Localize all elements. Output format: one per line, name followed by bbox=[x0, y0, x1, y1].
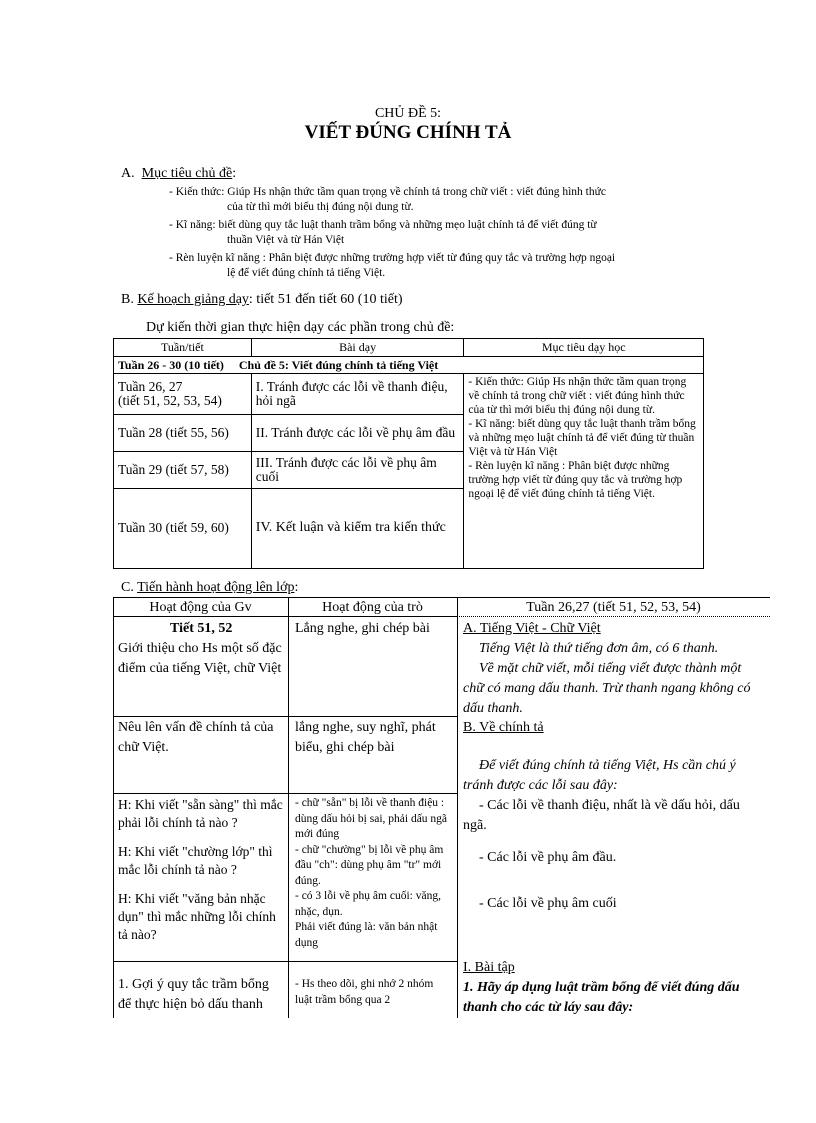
bullet-practice: - Rèn luyện kĩ năng : Phân biệt được những trường hợp viết từ đúng quy tắc và trường hợp ngoại lệ để viết đúng chính tả tiếng Việt. bbox=[169, 252, 616, 279]
activity-row-rule bbox=[113, 793, 457, 794]
activity-left-border bbox=[113, 597, 114, 1018]
plan-table bbox=[113, 338, 704, 569]
tro-row-3: - chữ "sẵn" bị lỗi về thanh điệu : dùng dấu hỏi bị sai, phải dấu ngã mới đúng - chữ "chường" bị lỗi về phụ âm đầu "ch": dùng phụ âm "tr" mới đúng. - có 3 lỗi về phụ âm cuối: văng, nhặc, dụn. Phải viết đúng là: văn bản nhật dụng bbox=[295, 797, 448, 949]
gv-row-4: 1. Gợi ý quy tắc trầm bổng để thực hiện bỏ dấu thanh bbox=[118, 977, 269, 1012]
bullet-knowledge: - Kiến thức: Giúp Hs nhận thức tầm quan trọng về chính tả trong chữ viết : viết đúng hình thức của từ thì mới biểu thị đúng nội dung từ. bbox=[169, 186, 606, 213]
plan-lesson-cell: II. Tránh được các lỗi về phụ âm đầu bbox=[251, 415, 464, 452]
page-title: VIẾT ĐÚNG CHÍNH TẢ bbox=[304, 122, 512, 143]
content-exercises: I. Bài tập 1. Hãy áp dụng luật trầm bổng để viết đúng dấu thanh cho các từ láy sau đây: bbox=[463, 960, 740, 1015]
plan-header-lesson: Bài dạy bbox=[251, 339, 464, 357]
plan-lesson-cell: I. Tránh được các lỗi về thanh điệu, hỏi ngã bbox=[251, 374, 464, 415]
bullet-skill: - Kĩ năng: biết dùng quy tắc luật thanh trầm bổng và những mẹo luật chính tả để viết đúng từ thuần Việt và từ Hán Việt bbox=[169, 219, 597, 246]
plan-lesson-cell: III. Tránh được các lỗi về phụ âm cuối bbox=[251, 452, 464, 489]
section-a-heading: A. Mục tiêu chủ đề: bbox=[121, 166, 237, 181]
content-section-b: B. Về chính tả Để viết đúng chính tả tiếng Việt, Hs cần chú ý tránh được các lỗi sau đây: - Các lỗi về thanh điệu, nhất là về dấu hỏi, dấu ngã. - Các lỗi về phụ âm đầu. - Các lỗi về phụ âm cuối bbox=[463, 720, 740, 911]
plan-intro: Dự kiến thời gian thực hiện dạy các phần trong chủ đề: bbox=[146, 320, 455, 335]
topic-number: CHỦ ĐỀ 5: bbox=[374, 106, 442, 121]
tro-row-1: Lắng nghe, ghi chép bài bbox=[295, 621, 430, 636]
section-b-heading: B. Kế hoạch giảng dạy: tiết 51 đến tiết 60 (10 tiết) bbox=[121, 292, 403, 307]
activity-header-content: Tuần 26,27 (tiết 51, 52, 53, 54) bbox=[526, 600, 701, 615]
activity-row-rule bbox=[113, 961, 457, 962]
plan-week-cell: Tuần 30 (tiết 59, 60) bbox=[114, 489, 252, 569]
tro-row-4: - Hs theo dõi, ghi nhớ 2 nhóm luật trầm bổng qua 2 bbox=[295, 978, 434, 1006]
plan-week-cell: Tuần 26, 27 (tiết 51, 52, 53, 54) bbox=[114, 374, 252, 415]
plan-objectives-cell: - Kiến thức: Giúp Hs nhận thức tầm quan trọng về chính tả trong chữ viết : viết đúng hình thức của từ thì mới biểu thị đúng nội dung từ. - Kĩ năng: biết dùng quy tắc luật thanh trầm bổng và những mẹo luật chính tả để viết đúng từ thuần Việt và từ Hán Việt - Rèn luyện kĩ năng : Phân biệt được những trường hợp viết từ đúng quy tắc và trường hợp ngoại lệ để viết đúng chính tả tiếng Việt. bbox=[464, 374, 704, 569]
section-a-bullets bbox=[169, 185, 729, 281]
section-c-heading: C. Tiến hành hoạt động lên lớp: bbox=[121, 580, 299, 595]
gv-row-2: Nêu lên vấn đề chính tả của chữ Việt. bbox=[118, 720, 274, 755]
activity-header-gv: Hoạt động của Gv bbox=[149, 600, 252, 615]
plan-header-objective: Mục tiêu dạy học bbox=[464, 339, 704, 357]
plan-lesson-cell: IV. Kết luận và kiểm tra kiến thức bbox=[251, 489, 464, 569]
plan-topic-row: Tuần 26 - 30 (10 tiết) Chủ đề 5: Viết đúng chính tả tiếng Việt bbox=[114, 356, 704, 374]
activity-row-rule bbox=[113, 716, 457, 717]
tro-row-2: lắng nghe, suy nghĩ, phát biểu, ghi chép bài bbox=[295, 720, 436, 755]
activity-header-tro: Hoạt động của trò bbox=[322, 600, 423, 615]
gv-row-1: Tiết 51, 52 Giới thiệu cho Hs một số đặc điểm của tiếng Việt, chữ Việt bbox=[118, 621, 282, 676]
plan-week-cell: Tuần 29 (tiết 57, 58) bbox=[114, 452, 252, 489]
activity-divider-2 bbox=[457, 597, 458, 1018]
activity-divider-1 bbox=[288, 597, 289, 1018]
plan-week-cell: Tuần 28 (tiết 55, 56) bbox=[114, 415, 252, 452]
plan-header-week: Tuần/tiết bbox=[114, 339, 252, 357]
gv-row-3: H: Khi viết "sẵn sàng" thì mắc phải lỗi chính tả nào ? H: Khi viết "chường lớp" thì mắc lỗi chính tả nào ? H: Khi viết "văng bản nhặc dụn" thì mắc những lỗi chính tả nào? bbox=[118, 797, 283, 942]
content-section-a: A. Tiếng Việt - Chữ Việt Tiếng Việt là thứ tiếng đơn âm, có 6 thanh. Về mặt chữ viết, mỗi tiếng viết được thành một chữ có mang dấu thanh. Trừ thanh ngang không có dấu thanh. bbox=[463, 621, 751, 716]
